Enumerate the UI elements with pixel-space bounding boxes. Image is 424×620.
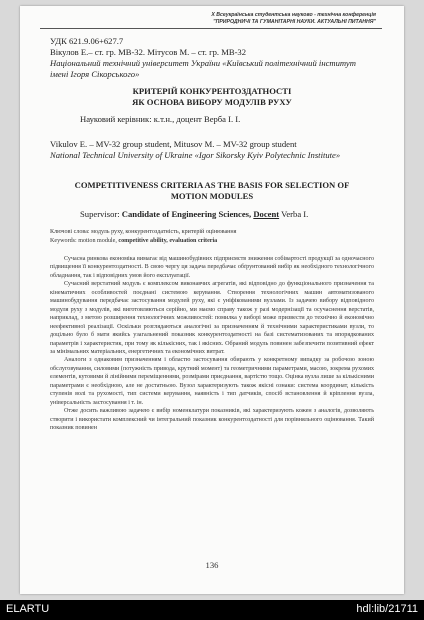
repository-footer <box>0 600 424 620</box>
conference-header-line2: "ПРИРОДНИЧІ ТА ГУМАНІТАРНІ НАУКИ. АКТУАЛЬНІ ПИТАННЯ" <box>213 18 376 25</box>
supervisor-ua: Науковий керівник: к.т.н., доцент Верба І. І. <box>80 114 241 124</box>
repository-name: ELARTU <box>6 603 50 615</box>
supervisor-en-rank: Docent <box>253 209 280 219</box>
udc-code: УДК 621.9.06+627.7 <box>50 36 124 46</box>
paragraph-3: Аналоги з однаковим призначенням і областю застосування обирають у конкретному випадку за робочою зоною обслуговування, силовими (потужність привода, крутний момент) та геометричними параметрами, масою, зокрема рухомих елементів, кутовими й лінійними переміщеннями, розмірами приєднання, вартістю тощо. Оцінка вузла лише за кількісними параметрами є необхідною, але не достатньою. Вузол характеризують також якісні ознаки: система координат, кількість ступенів волі та рухомості, тип системи керування, наявність і тип датчиків, спосіб встановлення й кріплення вузла, універсальність застосування і т. ін. <box>50 357 374 406</box>
document-page <box>20 6 404 594</box>
paragraph-2: Сучасний верстатний модуль є комплексом виконавчих агрегатів, які відповідно до функціонального призначення та кінематичних особливостей поєднані системою керування. Створення технологічних машин автоматизованого машинобудування передбачає застосування модулей руху, які є уніфікованими вузлами. Із задачею вибору відповідного модуля руху з модулів, які виготовляються серійно, ми маємо справу також у разі модернізації та осучаснення верстатів, наприклад, з метою розширення технологічних можливостей: помилка у виборі може призвести до технічно й економічно неефективної реалізації. Оскільки розглядаються аналогічні за призначенням й технічними характеристиками вузли, то доцільно було б мати якийсь узагальнений показник конкурентоздатності на базі систематизованих та впорядкованих параметрів і характеристик, при тому як кількісних, так і якісних. Обраний модуль повинен забезпечити позитивний ефект за мінімальних матеріальних, енергетичних та економічних витрат. <box>50 281 374 355</box>
body-text <box>50 255 374 433</box>
paragraph-4: Отже досить важливою задачею є вибір номенклатури показників, які характеризують кожен з аналогів, дозволяють створити і використати комплексний чи інтегральний показник конкурентоздатності для порівняльного оцінювання. Такий показник повинен <box>50 408 374 432</box>
keywords-en-prefix: Keywords: motion module, <box>50 238 119 244</box>
keywords-en-rest: competitive ability, evaluation criteria <box>118 238 218 244</box>
conference-header <box>20 12 376 25</box>
institution-ua: Національний технічний університет України «Київський політехнічний інститут імені Ігоря Сікорського» <box>50 58 356 79</box>
supervisor-en-name: Verba I. <box>279 209 309 219</box>
supervisor-en <box>80 209 374 220</box>
title-en <box>50 180 374 201</box>
authors-ua: Вікулов Е.– ст. гр. МВ-32. Мітусов М. – ст. гр. МВ-32 <box>50 47 247 57</box>
title-en-line2: MOTION MODULES <box>170 190 254 201</box>
header-rule <box>40 28 382 29</box>
title-ua <box>50 86 374 107</box>
handle-id: hdl:lib/21711 <box>356 603 418 615</box>
title-en-line1: COMPETITIVENESS CRITERIA AS THE BASIS FOR SELECTION OF <box>74 180 350 190</box>
conference-header-line1: X Всеукраїнська студентська науково - технічна конференція <box>211 12 376 18</box>
title-ua-line2: ЯК ОСНОВА ВИБОРУ МОДУЛІВ РУХУ <box>132 96 292 107</box>
supervisor-en-degree: Candidate of Engineering Sciences, <box>121 209 254 219</box>
supervisor-en-prefix: Supervisor: <box>80 209 122 219</box>
keywords-en <box>50 237 374 245</box>
paragraph-1: Сучасна ринкова економіка вимагає від машинобудівних підприємств зниження собівартості продукції за одночасного підвищення її конкурентоздатності. В свою чергу ця задача передбачає обґрунтований вибір як необхідного технологічного обладнання, так і відповідних умов його експлуатації. <box>50 256 374 279</box>
keywords-ua: Ключові слова: модуль руху, конкурентоздатність, критерій оцінювання <box>50 229 237 235</box>
page-number: 136 <box>205 560 219 570</box>
institution-en: National Technical University of Ukraine «Igor Sikorsky Kyiv Polytechnic Institute» <box>50 150 341 160</box>
authors-en: Vikulov E. – MV-32 group student, Mitusov M. – MV-32 group student <box>50 139 297 149</box>
title-ua-line1: КРИТЕРІЙ КОНКУРЕНТОЗДАТНОСТІ <box>132 86 292 96</box>
